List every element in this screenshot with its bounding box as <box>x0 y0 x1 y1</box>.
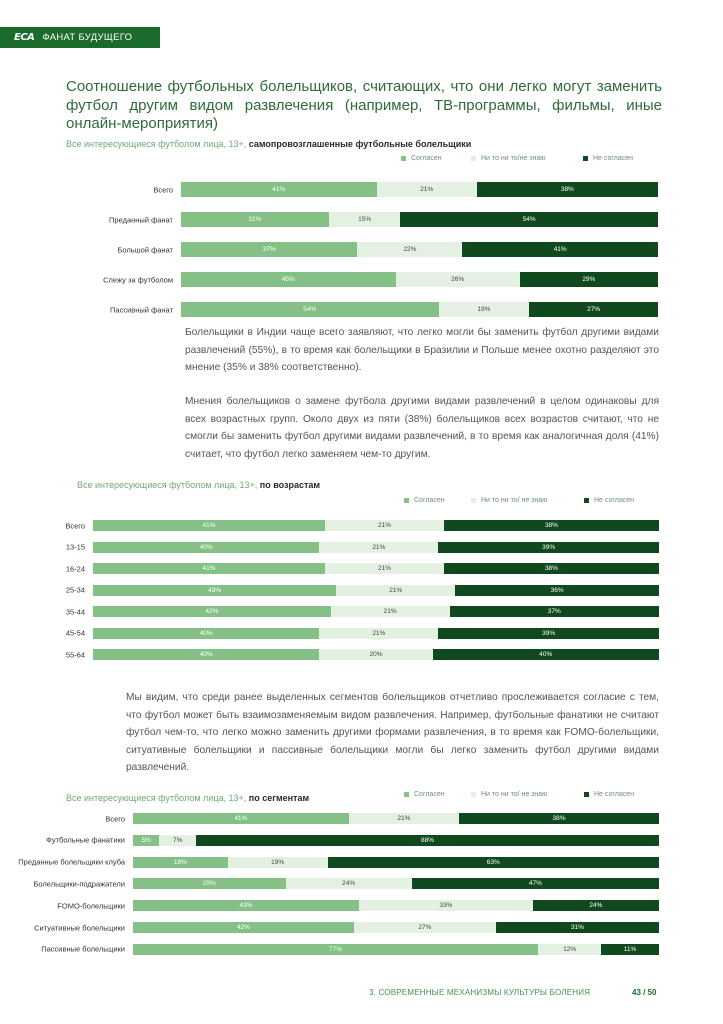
category-label: 16-24 <box>65 564 85 573</box>
header-title: ФАНАТ БУДУЩЕГО <box>42 32 133 43</box>
bar-row <box>57 900 659 911</box>
legend-neutral-label: Ни то ни то/ не знаю <box>481 790 548 798</box>
disagree-segment: 37% <box>450 606 659 617</box>
disagree-segment: 38% <box>459 813 659 824</box>
legend-disagree <box>584 791 634 798</box>
disagree-segment: 11% <box>601 944 659 955</box>
neutral-segment: 21% <box>325 563 444 574</box>
disagree-segment: 63% <box>328 857 659 868</box>
category-label: Ситуативные болельщики <box>34 923 125 932</box>
agree-segment: 54% <box>181 302 439 317</box>
chart3-subtitle <box>66 793 309 803</box>
neutral-segment: 15% <box>329 212 401 227</box>
agree-segment: 41% <box>93 563 325 574</box>
agree-segment: 40% <box>93 628 319 639</box>
legend-neutral-swatch <box>471 792 476 797</box>
stacked-bar <box>133 813 659 824</box>
agree-segment: 42% <box>133 922 354 933</box>
stacked-bar <box>93 520 659 531</box>
legend-disagree-swatch <box>584 498 589 503</box>
legend-disagree-label: Не согласен <box>593 154 634 162</box>
neutral-segment: 7% <box>159 835 196 846</box>
chart3-subtitle-prefix: Все интересующиеся футболом лица, 13+, <box>66 793 247 803</box>
stacked-bar <box>181 242 658 257</box>
category-label: FOMO-болельщики <box>57 901 125 911</box>
stacked-bar <box>133 857 659 868</box>
legend-agree <box>401 155 442 162</box>
category-label: Слежу за футболом <box>103 275 173 284</box>
neutral-segment: 33% <box>359 900 533 911</box>
chart2-subtitle <box>77 480 320 490</box>
legend-disagree-swatch <box>584 792 589 797</box>
bar-row <box>110 302 658 317</box>
neutral-segment: 20% <box>319 649 432 660</box>
stacked-bar <box>133 944 659 955</box>
category-label: Преданные болельщики клуба <box>18 857 125 867</box>
agree-segment: 41% <box>93 520 325 531</box>
legend-neutral <box>471 155 545 162</box>
chart1-subtitle <box>66 139 471 149</box>
stacked-bar <box>93 542 659 553</box>
disagree-segment: 36% <box>455 585 659 596</box>
legend-neutral <box>471 791 547 798</box>
neutral-segment: 21% <box>349 813 459 824</box>
category-label: Болельщики-подражатели <box>33 879 125 889</box>
neutral-segment: 22% <box>357 242 462 257</box>
neutral-segment: 27% <box>354 922 496 933</box>
category-label: 35-44 <box>65 607 85 616</box>
chart3-subtitle-bold: по сегментам <box>248 793 310 803</box>
chart1-subtitle-bold: самопровозглашенные футбольные болельщики <box>248 139 472 149</box>
paragraph-countries: Болельщики в Индии чаще всего заявляют, что легко могли бы заменить футбол другими видами развлечений (55%), в то время как болельщики в Бразилии и Польше менее охотно разделяют это мнение (35% и 38% соответственно). <box>185 327 659 373</box>
disagree-segment: 27% <box>529 302 658 317</box>
agree-segment: 41% <box>181 182 377 197</box>
header-band <box>0 27 160 48</box>
agree-segment: 5% <box>133 835 159 846</box>
disagree-segment: 29% <box>520 272 658 287</box>
legend-agree-swatch <box>401 156 406 161</box>
stacked-bar <box>93 606 659 617</box>
disagree-segment: 40% <box>433 649 659 660</box>
disagree-segment: 39% <box>438 628 659 639</box>
disagree-segment: 54% <box>400 212 658 227</box>
category-label: 25-34 <box>65 585 85 595</box>
stacked-bar <box>181 212 658 227</box>
bar-row <box>41 944 659 955</box>
category-label: Всего <box>105 814 125 823</box>
legend-agree <box>404 497 445 504</box>
chart-segments <box>18 813 659 956</box>
agree-segment: 31% <box>181 212 329 227</box>
neutral-segment: 12% <box>538 944 601 955</box>
stacked-bar <box>181 272 658 287</box>
bar-row <box>33 878 659 889</box>
agree-segment: 45% <box>181 272 396 287</box>
legend-agree-label: Согласен <box>411 154 442 162</box>
agree-segment: 37% <box>181 242 357 257</box>
stacked-bar <box>133 835 659 846</box>
bar-row <box>65 606 659 617</box>
chart2-subtitle-bold: по возрастам <box>259 480 321 490</box>
bar-row <box>103 272 658 287</box>
legend-agree-swatch <box>404 792 409 797</box>
agree-segment: 41% <box>133 813 349 824</box>
legend-agree-label: Согласен <box>414 496 445 504</box>
disagree-segment: 38% <box>444 563 659 574</box>
disagree-segment: 41% <box>462 242 658 257</box>
category-label: Большой фанат <box>117 245 173 254</box>
stacked-bar <box>181 302 658 317</box>
bar-row <box>153 182 658 197</box>
stacked-bar <box>93 585 659 596</box>
legend-neutral-label: Ни то ни то/не знаю <box>481 154 546 162</box>
agree-segment: 77% <box>133 944 538 955</box>
neutral-segment: 21% <box>319 628 438 639</box>
category-label: Футбольные фанатики <box>46 835 125 845</box>
agree-segment: 29% <box>133 878 286 889</box>
stacked-bar <box>93 563 659 574</box>
category-label: Пассивный фанат <box>110 305 173 314</box>
legend-disagree-label: Не согласен <box>594 790 635 798</box>
legend-neutral-swatch <box>471 156 476 161</box>
bar-row <box>65 628 659 639</box>
disagree-segment: 47% <box>412 878 659 889</box>
chart2-subtitle-prefix: Все интересующиеся футболом лица, 13+, <box>77 480 258 490</box>
agree-segment: 43% <box>93 585 336 596</box>
chart1-subtitle-prefix: Все интересующиеся футболом лица, 13+, <box>66 139 247 149</box>
agree-segment: 40% <box>93 649 319 660</box>
neutral-segment: 19% <box>439 302 530 317</box>
legend-neutral <box>471 497 547 504</box>
eca-logo: ECA <box>14 32 35 43</box>
legend-disagree-label: Не согласен <box>594 496 635 504</box>
chart-fan-types <box>103 182 658 320</box>
neutral-segment: 24% <box>286 878 412 889</box>
category-label: Всего <box>153 185 173 194</box>
bar-row <box>18 857 659 868</box>
stacked-bar <box>133 878 659 889</box>
legend-agree <box>404 791 445 798</box>
page-title: Соотношение футбольных болельщиков, считающих, что они легко могут заменить футбол другим видом развлечения (например, ТВ-программы, фильмы, иные онлайн-мероприятия) <box>66 78 662 132</box>
disagree-segment: 24% <box>533 900 659 911</box>
category-label: 55-64 <box>65 650 85 659</box>
stacked-bar <box>93 649 659 660</box>
agree-segment: 40% <box>93 542 319 553</box>
stacked-bar <box>133 922 659 933</box>
bar-row <box>34 922 659 933</box>
category-label: Пассивные болельщики <box>41 944 125 954</box>
legend-disagree <box>583 155 633 162</box>
stacked-bar <box>181 182 658 197</box>
neutral-segment: 21% <box>336 585 455 596</box>
disagree-segment: 39% <box>438 542 659 553</box>
neutral-segment: 21% <box>325 520 444 531</box>
category-label: Всего <box>65 521 85 530</box>
footer-section-title: 3. СОВРЕМЕННЫЕ МЕХАНИЗМЫ КУЛЬТУРЫ БОЛЕНИЯ <box>369 988 591 997</box>
footer-page-number: 43 / 50 <box>632 988 657 997</box>
bar-row <box>117 242 658 257</box>
bar-row <box>65 649 659 660</box>
category-label: 13-15 <box>65 542 85 552</box>
agree-segment: 43% <box>133 900 359 911</box>
legend-agree-swatch <box>404 498 409 503</box>
bar-row <box>65 542 659 553</box>
legend-agree-label: Согласен <box>414 790 445 798</box>
bar-row <box>65 520 659 531</box>
category-label: Преданный фанат <box>109 215 173 224</box>
agree-segment: 42% <box>93 606 331 617</box>
bar-row <box>105 813 659 824</box>
category-label: 45-54 <box>65 628 85 638</box>
stacked-bar <box>93 628 659 639</box>
bar-row <box>109 212 658 227</box>
agree-segment: 18% <box>133 857 228 868</box>
bar-row <box>65 563 659 574</box>
neutral-segment: 19% <box>228 857 328 868</box>
legend-disagree <box>584 497 634 504</box>
chart-age-groups <box>65 520 659 662</box>
disagree-segment: 38% <box>477 182 658 197</box>
neutral-segment: 21% <box>319 542 438 553</box>
stacked-bar <box>133 900 659 911</box>
neutral-segment: 21% <box>331 606 450 617</box>
bar-row <box>65 585 659 596</box>
disagree-segment: 88% <box>196 835 659 846</box>
neutral-segment: 21% <box>377 182 477 197</box>
neutral-segment: 26% <box>396 272 520 287</box>
bar-row <box>46 835 659 846</box>
paragraph-ages: Мнения болельщиков о замене футбола другими видами развлечений в целом одинаковы для всех возрастных групп. Около двух из пяти (38%) болельщиков всех возрастов считают, что не смогли бы заменить футбол другими видами развлечений, в то время как аналогичная доля (41%) считает, что футбол легко заменяем чем-то другим. <box>185 396 659 460</box>
paragraph-segments: Мы видим, что среди ранее выделенных сегментов болельщиков отчетливо прослеживается согласие с тем, что футбол может быть взаимозаменяемым видом развлечения. Например, футбольные фанатики не считают футбол чем-то, что легко можно заменить другими формами развлечения, в то время как FOMO-болельщики, ситуативные болельщики и пассивные болельщики могли бы легко заменить футбол другими видами развлечений. <box>126 692 659 773</box>
legend-neutral-swatch <box>471 498 476 503</box>
disagree-segment: 38% <box>444 520 659 531</box>
legend-neutral-label: Ни то ни то/ не знаю <box>481 496 548 504</box>
disagree-segment: 31% <box>496 922 659 933</box>
legend-disagree-swatch <box>583 156 588 161</box>
